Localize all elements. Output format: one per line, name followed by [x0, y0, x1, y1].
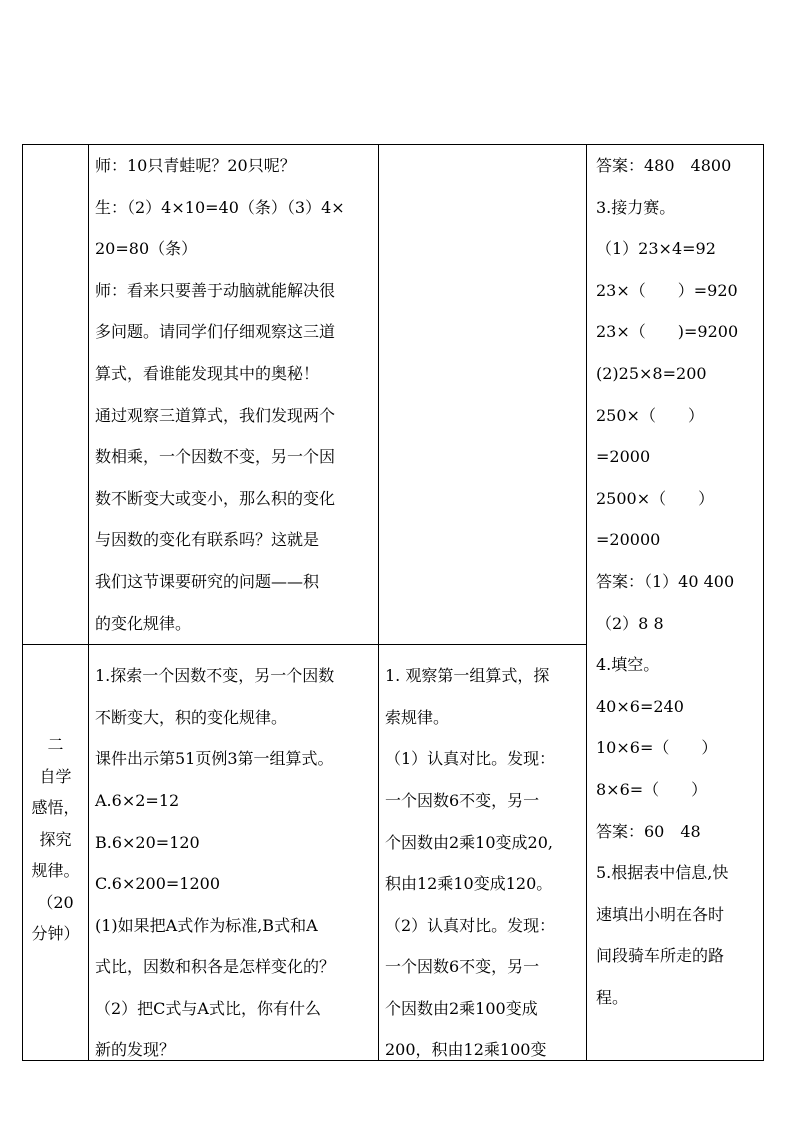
student-activity-cell [379, 645, 587, 1061]
text-line: 我们这节课要研究的问题——积 [95, 571, 320, 591]
text-line: 一个因数6不变，另一 [385, 957, 540, 977]
stage-cell-empty [23, 145, 89, 645]
text-line: 算式，看谁能发现其中的奥秘！ [95, 363, 320, 383]
student-activity-text [379, 645, 586, 1059]
text-line: 个因数由2乘100变成 [385, 998, 538, 1018]
text-line: 1. 观察第一组算式，探 [385, 666, 550, 686]
text-line: 不断变大，积的变化规律。 [95, 707, 288, 727]
exercise-line: 10×6=（ ） [596, 738, 718, 758]
exercise-line: 23×（ )=9200 [596, 322, 739, 342]
text-line: （1）认真对比。发现： [385, 749, 556, 769]
exercise-line: （1）23×4=92 [596, 239, 716, 259]
stage-label-line: 规律。 [31, 861, 80, 881]
exercise-line: 23×（ ）=920 [596, 280, 738, 300]
exercise-line: 8×6=（ ） [596, 779, 708, 799]
text-line: 一个因数6不变，另一 [385, 790, 540, 810]
exercise-line: 250×（ ） [596, 405, 704, 425]
exercise-line: 40×6=240 [596, 696, 684, 716]
exercise-line: 答案：60 48 [596, 821, 701, 841]
text-line: A.6×2=12 [95, 790, 180, 810]
student-activity-cell-empty [379, 145, 587, 645]
exercise-line: (2)25×8=200 [596, 363, 707, 383]
text-line: 课件出示第51页例3第一组算式。 [95, 749, 334, 769]
stage-label-line: （20 [37, 892, 74, 912]
exercise-line: 答案：480 4800 [596, 156, 732, 175]
text-line: 数相乘，一个因数不变，另一个因 [95, 447, 336, 467]
exercise-line: 2500×（ ） [596, 488, 715, 508]
text-line: B.6×20=120 [95, 832, 200, 852]
text-line: 通过观察三道算式，我们发现两个 [95, 405, 336, 425]
teacher-talk-text [89, 145, 378, 644]
exercise-line: 3.接力赛。 [596, 197, 676, 217]
text-line: （2）把C式与A式比，你有什么 [95, 998, 321, 1018]
text-line: 的变化规律。 [95, 613, 192, 633]
exercise-line: 间段骑车所走的路 [596, 946, 725, 966]
text-line: 200，积由12乘100变 [385, 1040, 547, 1060]
text-line: 新的发现？ [95, 1040, 176, 1060]
stage-cell [23, 645, 89, 1061]
text-line: 师：看来只要善于动脑就能解决很 [95, 280, 336, 300]
text-line: 1.探索一个因数不变，另一个因数 [95, 666, 335, 686]
text-line: 师：10只青蛙呢？20只呢？ [95, 156, 296, 175]
stage-label-line: 自学 [39, 766, 72, 786]
exercise-cell [587, 145, 764, 1061]
stage-label-line: 感悟， [31, 798, 80, 818]
lesson-plan-table [22, 144, 764, 1061]
text-line: (1)如果把A式作为标准,B式和A [95, 915, 318, 935]
exercise-text [587, 145, 763, 1058]
exercise-line: （2）8 8 [596, 613, 664, 633]
exercise-line: 程。 [596, 987, 629, 1007]
text-line: 式比，因数和积各是怎样变化的？ [95, 957, 336, 977]
exercise-line: =20000 [596, 530, 661, 550]
exercise-line: 答案：（1）40 400 [596, 571, 735, 591]
exercise-line: 速填出小明在各时 [596, 904, 725, 924]
text-line: 20=80（条） [95, 239, 198, 259]
exercise-line: 4.填空。 [596, 655, 660, 675]
table-row-1 [23, 145, 764, 645]
text-line: （2）认真对比。发现： [385, 915, 556, 935]
text-line: 个因数由2乘10变成20, [385, 832, 553, 852]
text-line: 生：（2）4×10=40（条）（3）4× [95, 197, 345, 217]
text-line: C.6×200=1200 [95, 874, 221, 894]
text-line: 数不断变大或变小，那么积的变化 [95, 488, 336, 508]
teacher-activity-text [89, 645, 378, 1059]
exercise-line: =2000 [596, 447, 651, 467]
exercise-line: 5.根据表中信息,快 [596, 863, 729, 883]
stage-label-line: 探究 [39, 829, 72, 849]
text-line: 多问题。请同学们仔细观察这三道 [95, 322, 336, 342]
teacher-activity-cell [89, 645, 379, 1061]
text-line: 积由12乘10变成120。 [385, 874, 553, 894]
teacher-activity-cell [89, 145, 379, 645]
stage-label [23, 645, 88, 950]
text-line: 索规律。 [385, 707, 450, 727]
text-line: 与因数的变化有联系吗？这就是 [95, 530, 320, 550]
stage-label-line: 分钟） [31, 924, 80, 944]
stage-label-line: 二 [47, 735, 64, 755]
